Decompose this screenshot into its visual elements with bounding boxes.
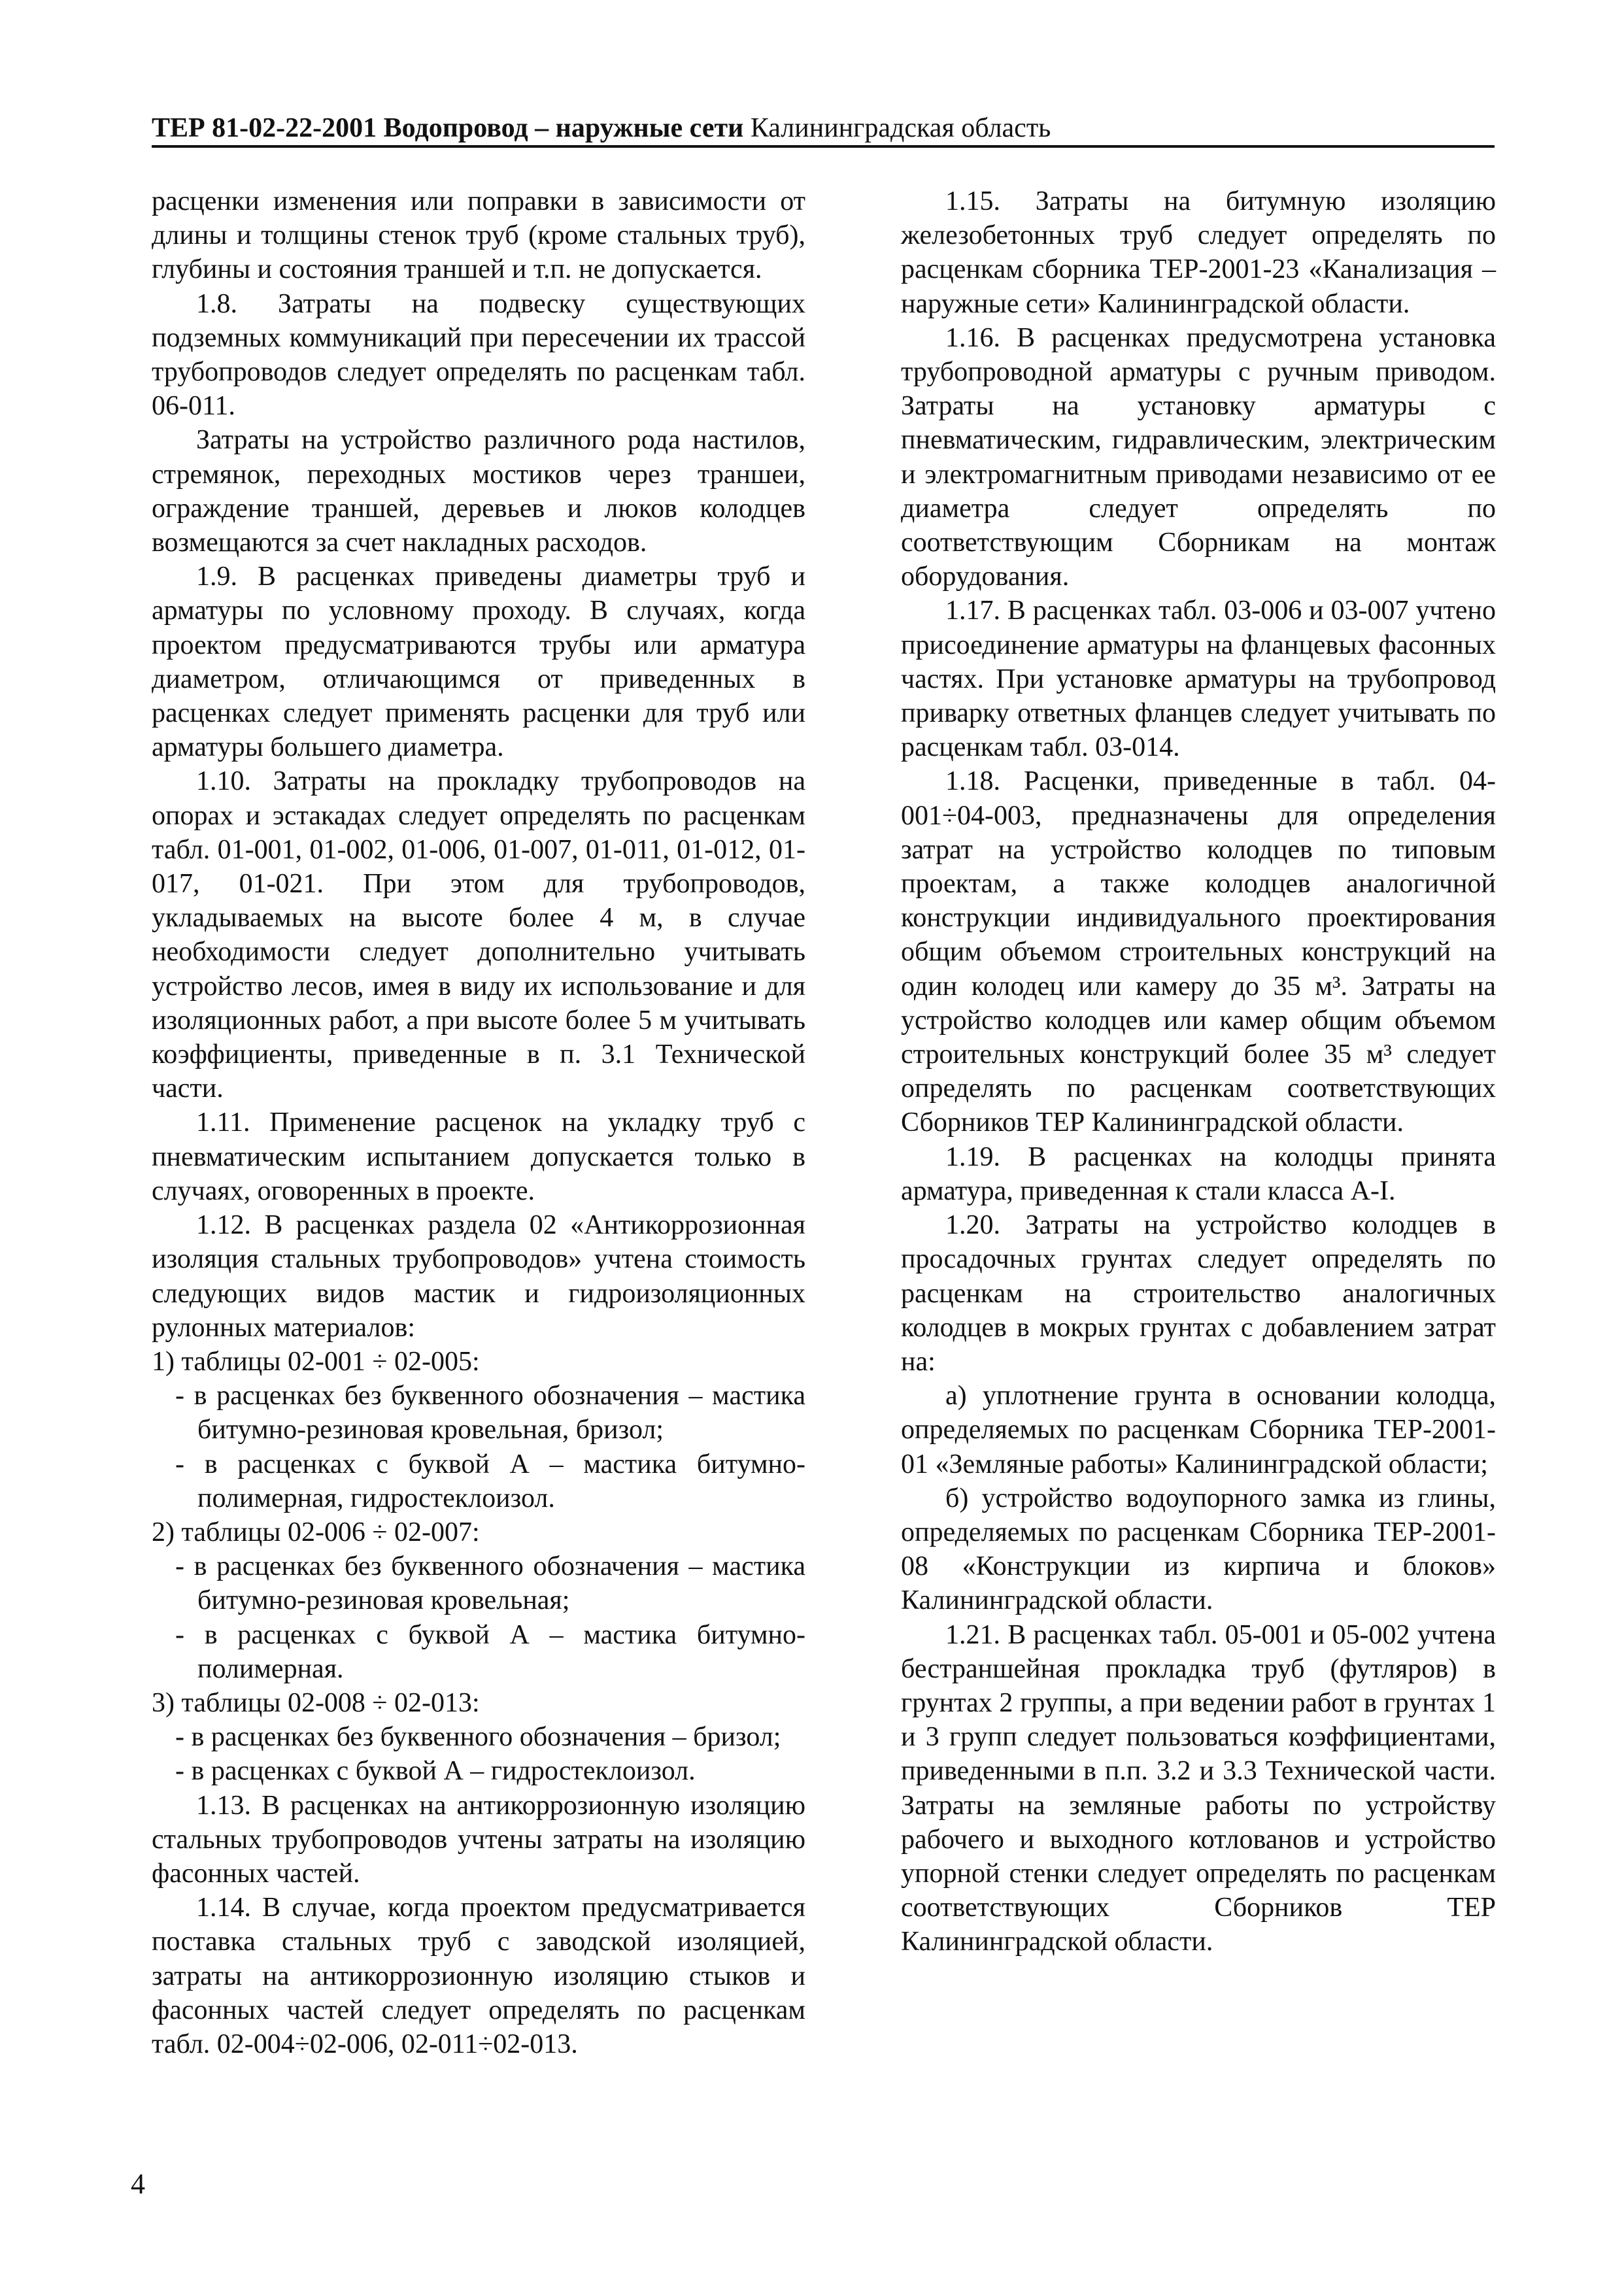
paragraph: 1.13. В расценках на антикоррозионную изоляцию стальных трубопроводов учтены затраты на изоляцию фасонных частей. xyxy=(152,1790,805,1889)
header-section: Водопровод – наружные сети xyxy=(383,113,744,143)
paragraph: 1.19. В расценках на колодцы принята арматура, приведенная к стали класса А-I. xyxy=(901,1141,1496,1206)
paragraph: 1.11. Применение расценок на укладку труб с пневматическим испытанием допускается только в случаях, оговоренных в проекте. xyxy=(152,1107,805,1206)
list-item: - в расценках без буквенного обозначения – мастика битумно-резиновая кровельная, бризол; xyxy=(175,1381,805,1445)
header-code: ТЕР 81-02-22-2001 xyxy=(152,113,377,143)
paragraph: 1.14. В случае, когда проектом предусматривается поставка стальных труб с заводской изоляцией, затраты на антикоррозионную изоляцию стыков и фасонных частей следует определять по расценкам табл. 02-004÷02-006, 02-011÷02-013. xyxy=(152,1893,805,2059)
list-item: - в расценках без буквенного обозначения – мастика битумно-резиновая кровельная; xyxy=(175,1551,805,1616)
running-header xyxy=(152,111,1495,148)
paragraph: 1.20. Затраты на устройство колодцев в просадочных грунтах следует определять по расценкам на строительство аналогичных колодцев в мокрых грунтах с добавлением затрат на: xyxy=(901,1210,1496,1377)
paragraph: 1.16. В расценках предусмотрена установка трубопроводной арматуры с ручным приводом. Затраты на установку арматуры с пневматическим, гидравлическим, электрическим и электромагнитным приводами независимо от ее диаметра следует определять по соответствующим Сборникам на монтаж оборудования. xyxy=(901,322,1496,592)
paragraph: 1.10. Затраты на прокладку трубопроводов на опорах и эстакадах следует определять по расценкам табл. 01-001, 01-002, 01-006, 01-007, 01-011, 01-012, 01-017, 01-021. При этом для трубопроводов, укладываемых на высоте более 4 м, в случае необходимости следует дополнительно учитывать устройство лесов, имея в виду их использование и для изоляционных работ, а при высоте более 5 м учитывать коэффициенты, приведенные в п. 3.1 Технической части. xyxy=(152,766,805,1104)
list-heading: 1) таблицы 02-001 ÷ 02-005: xyxy=(152,1346,480,1377)
paragraph: Затраты на устройство различного рода настилов, стремянок, переходных мостиков через траншеи, ограждение траншей, деревьев и люков колодцев возмещаются за счет накладных расходов. xyxy=(152,425,805,558)
paragraph: 1.17. В расценках табл. 03-006 и 03-007 учтено присоединение арматуры на фланцевых фасонных частях. При установке арматуры на трубопровод приварку ответных фланцев следует учитывать по расценкам табл. 03-014. xyxy=(901,596,1496,763)
header-region: Калининградская область xyxy=(750,113,1051,143)
paragraph: 1.18. Расценки, приведенные в табл. 04-001÷04-003, предназначены для определения затрат на устройство колодцев по типовым проектам, а также колодцев аналогичной конструкции индивидуального проектирования общим объемом строительных конструкций на один колодец или камеру до 35 м³. Затраты на устройство колодцев или камер общим объемом строительных конструкций более 35 м³ следует определять по расценкам соответствующих Сборников ТЕР Калининградской области. xyxy=(901,766,1496,1138)
right-column xyxy=(901,184,1496,1959)
paragraph: б) устройство водоупорного замка из глины, определяемых по расценкам Сборника ТЕР-2001-08 «Конструкции из кирпича и блоков» Калининградской области. xyxy=(901,1483,1496,1616)
list-heading: 2) таблицы 02-006 ÷ 02-007: xyxy=(152,1517,480,1547)
list-heading: 3) таблицы 02-008 ÷ 02-013: xyxy=(152,1687,480,1718)
paragraph: а) уплотнение грунта в основании колодца, определяемых по расценкам Сборника ТЕР-2001-01 «Земляные работы» Калининградской области; xyxy=(901,1381,1496,1479)
paragraph: 1.8. Затраты на подвеску существующих подземных коммуникаций при пересечении их трассой трубопроводов следует определять по расценкам табл. 06-011. xyxy=(152,288,805,422)
paragraph: 1.9. В расценках приведены диаметры труб и арматуры по условному проходу. В случаях, когда проектом предусматриваются трубы или арматура диаметром, отличающимся от приведенных в расценках следует применять расценки для труб или арматуры большего диаметра. xyxy=(152,562,805,763)
list-item: - в расценках без буквенного обозначения – бризол; xyxy=(175,1722,781,1753)
list-item: - в расценках с буквой А – мастика битумно-полимерная, гидростеклоизол. xyxy=(175,1449,805,1513)
paragraph: 1.12. В расценках раздела 02 «Антикоррозионная изоляция стальных трубопроводов» учтена стоимость следующих видов мастик и гидроизоляционных рулонных материалов: xyxy=(152,1210,805,1343)
left-column xyxy=(152,184,805,2061)
list-item: - в расценках с буквой А – мастика битумно-полимерная. xyxy=(175,1619,805,1684)
list-item: - в расценках с буквой А – гидростеклоизол. xyxy=(175,1756,696,1787)
paragraph: 1.15. Затраты на битумную изоляцию железобетонных труб следует определять по расценкам сборника ТЕР-2001-23 «Канализация – наружные сети» Калининградской области. xyxy=(901,186,1496,319)
paragraph: расценки изменения или поправки в зависимости от длины и толщины стенок труб (кроме стальных труб), глубины и состояния траншей и т.п. не допускается. xyxy=(152,186,805,285)
paragraph: 1.21. В расценках табл. 05-001 и 05-002 учтена бестраншейная прокладка труб (футляров) в грунтах 2 группы, а при ведении работ в грунтах 1 и 3 групп следует пользоваться коэффициентами, приведенными в п.п. 3.2 и 3.3 Технической части. Затраты на земляные работы по устройству рабочего и выходного котлованов и устройство упорной стенки следует определять по расценкам соответствующих Сборников ТЕР Калининградской области. xyxy=(901,1619,1496,1957)
page-number: 4 xyxy=(131,2168,145,2200)
